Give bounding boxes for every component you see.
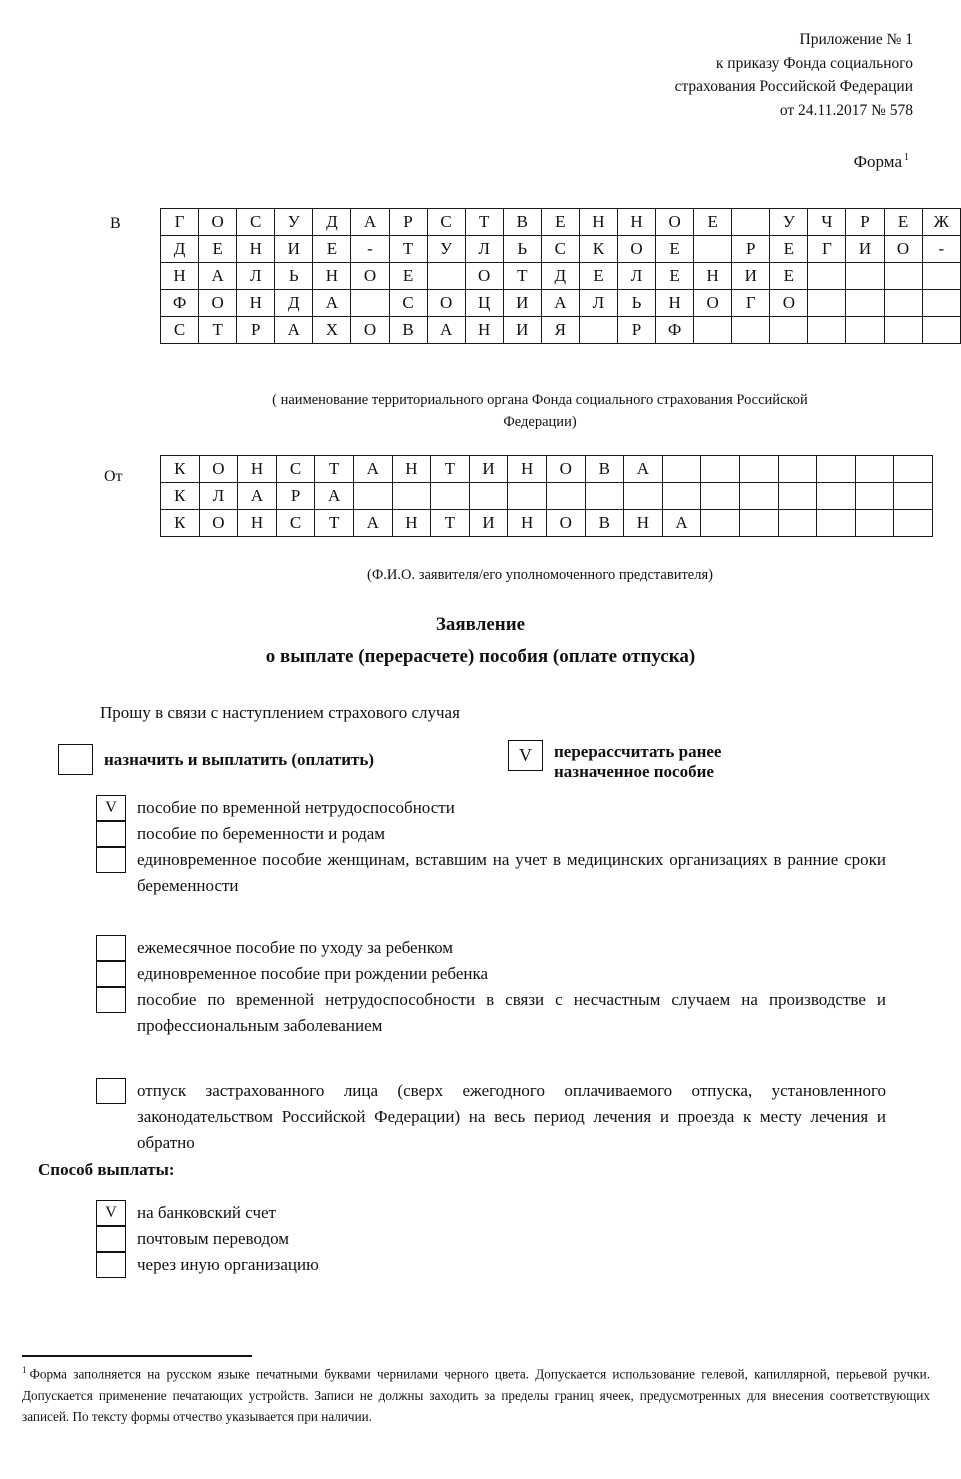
org-grid-cell[interactable]: С <box>237 209 275 236</box>
org-grid-cell[interactable]: К <box>579 236 617 263</box>
applicant-grid-cell[interactable] <box>778 483 817 510</box>
org-grid-cell[interactable]: Д <box>541 263 579 290</box>
org-grid-cell[interactable]: А <box>313 290 351 317</box>
header-line-3: страхования Российской Федерации <box>674 78 913 96</box>
org-grid-cell[interactable]: Д <box>161 236 199 263</box>
org-grid-cell[interactable]: Р <box>389 209 427 236</box>
org-caption-line-2: Федерации) <box>503 413 577 430</box>
applicant-grid-cell[interactable] <box>353 483 392 510</box>
org-grid-cell[interactable] <box>770 317 808 344</box>
benefit-g1-option-label: пособие по временной нетрудоспособности <box>137 798 455 817</box>
payment-option[interactable] <box>96 1200 886 1226</box>
org-grid-cell[interactable]: Л <box>465 236 503 263</box>
applicant-grid-cell[interactable]: А <box>353 456 392 483</box>
applicant-grid-cell[interactable]: О <box>546 456 585 483</box>
org-grid-cell[interactable]: Н <box>161 263 199 290</box>
org-grid-cell[interactable]: Г <box>732 290 770 317</box>
header-line-1: Приложение № 1 <box>799 31 913 48</box>
org-grid-cell[interactable] <box>694 236 732 263</box>
org-grid-cell[interactable] <box>922 290 960 317</box>
org-grid-cell[interactable]: Г <box>808 236 846 263</box>
benefit-g3-option-label: отпуск застрахованного лица (сверх ежегодного оплачиваемого отпуска, установленного законодательством Российской Федерации) на весь период лечения и проезда к месту лечения и обратно <box>137 1081 886 1152</box>
org-grid-cell[interactable]: В <box>503 209 541 236</box>
applicant-grid-cell[interactable]: А <box>238 483 277 510</box>
org-grid-cell[interactable]: Т <box>465 209 503 236</box>
applicant-grid-cell[interactable] <box>431 483 470 510</box>
applicant-grid-cell[interactable] <box>855 483 894 510</box>
org-grid-cell[interactable]: Ж <box>922 209 960 236</box>
benefit-group-2 <box>96 935 886 1039</box>
org-grid-cell[interactable]: О <box>199 209 237 236</box>
org-grid-cell[interactable]: Е <box>694 209 732 236</box>
org-grid-cell[interactable]: У <box>770 209 808 236</box>
org-grid-cell[interactable] <box>808 290 846 317</box>
org-grid-cell[interactable]: Р <box>732 236 770 263</box>
payment-option-label: через иную организацию <box>137 1255 319 1274</box>
applicant-grid-cell[interactable] <box>894 483 933 510</box>
org-grid-cell[interactable]: О <box>351 263 389 290</box>
org-grid-cell[interactable]: Т <box>503 263 541 290</box>
org-grid-cell[interactable]: О <box>351 317 389 344</box>
org-grid-cell[interactable]: А <box>541 290 579 317</box>
benefit-group-1 <box>96 795 886 899</box>
org-grid-cell[interactable]: Ф <box>656 317 694 344</box>
applicant-grid-cell[interactable]: В <box>585 510 624 537</box>
org-grid-cell[interactable] <box>846 317 884 344</box>
org-grid-cell[interactable]: Я <box>541 317 579 344</box>
org-grid-cell[interactable]: Ь <box>275 263 313 290</box>
org-grid-cell[interactable]: Д <box>313 209 351 236</box>
org-grid-cell[interactable]: Т <box>389 236 427 263</box>
org-grid-cell[interactable]: С <box>161 317 199 344</box>
applicant-grid-cell[interactable] <box>855 456 894 483</box>
applicant-grid-cell[interactable] <box>739 456 778 483</box>
applicant-grid-cell[interactable]: Н <box>624 510 663 537</box>
applicant-grid-cell[interactable]: В <box>585 456 624 483</box>
applicant-grid-cell[interactable]: О <box>199 456 238 483</box>
applicant-grid-cell[interactable] <box>585 483 624 510</box>
applicant-grid-label: От <box>104 468 123 485</box>
org-grid-cell[interactable]: С <box>389 290 427 317</box>
benefit-g2-option[interactable] <box>96 961 886 987</box>
org-grid-cell[interactable]: Н <box>237 236 275 263</box>
org-grid-cell[interactable]: С <box>541 236 579 263</box>
org-grid-cell[interactable] <box>884 290 922 317</box>
benefit-g2-option-checkbox[interactable] <box>96 987 126 1013</box>
payment-option-checkbox[interactable] <box>96 1252 126 1278</box>
benefit-g1-option-label: пособие по беременности и родам <box>137 824 386 843</box>
org-grid-cell[interactable] <box>846 290 884 317</box>
footnote <box>22 1363 930 1428</box>
org-grid-cell[interactable]: В <box>389 317 427 344</box>
org-grid-row <box>161 290 961 317</box>
applicant-grid-cell[interactable]: Н <box>392 456 431 483</box>
benefit-g2-option-label: ежемесячное пособие по уходу за ребенком <box>137 938 454 957</box>
org-grid-cell[interactable]: Л <box>617 263 655 290</box>
document-title-block <box>0 614 961 668</box>
applicant-grid-cell[interactable]: Н <box>392 510 431 537</box>
org-grid-cell[interactable]: О <box>770 290 808 317</box>
org-name-grid[interactable] <box>160 208 961 344</box>
applicant-grid-cell[interactable]: С <box>276 456 315 483</box>
payment-option-checkbox[interactable]: V <box>96 1200 126 1226</box>
org-grid-row <box>161 317 961 344</box>
org-grid-cell[interactable]: Л <box>237 263 275 290</box>
org-grid-cell[interactable]: О <box>465 263 503 290</box>
applicant-grid-cell[interactable]: О <box>199 510 238 537</box>
benefit-g2-option-label: пособие по временной нетрудоспособности в связи с несчастным случаем на производстве и профессиональным заболеванием <box>137 990 886 1035</box>
org-grid-cell[interactable]: Х <box>313 317 351 344</box>
org-grid-cell[interactable]: Р <box>846 209 884 236</box>
org-grid-cell[interactable]: Е <box>389 263 427 290</box>
org-grid-cell[interactable]: Е <box>656 263 694 290</box>
org-grid-cell[interactable]: А <box>199 263 237 290</box>
org-grid-cell[interactable]: Е <box>884 209 922 236</box>
org-grid-body <box>161 209 961 344</box>
footnote-marker: 1 <box>22 1365 27 1375</box>
org-grid-cell[interactable] <box>846 263 884 290</box>
action-assign-checkbox[interactable] <box>58 744 93 775</box>
applicant-grid-cell[interactable]: Н <box>238 510 277 537</box>
org-grid-cell[interactable]: И <box>846 236 884 263</box>
applicant-grid-cell[interactable] <box>701 510 740 537</box>
intro-text: Прошу в связи с наступлением страхового случая <box>100 703 460 722</box>
org-grid-cell[interactable]: Р <box>237 317 275 344</box>
org-grid-cell[interactable]: Е <box>770 236 808 263</box>
org-grid-cell[interactable] <box>884 263 922 290</box>
org-grid-cell[interactable]: А <box>351 209 389 236</box>
applicant-grid-cell[interactable]: К <box>161 510 200 537</box>
applicant-grid-cell[interactable]: А <box>315 483 354 510</box>
applicant-grid-cell[interactable]: К <box>161 456 200 483</box>
document-header <box>513 28 913 122</box>
applicant-grid-cell[interactable] <box>778 510 817 537</box>
header-line-2: к приказу Фонда социального <box>715 54 913 72</box>
org-grid-cell[interactable]: О <box>427 290 465 317</box>
applicant-grid-body <box>161 456 933 537</box>
org-grid-cell[interactable]: О <box>656 209 694 236</box>
org-grid-cell[interactable]: О <box>199 290 237 317</box>
applicant-grid-cell[interactable]: Р <box>276 483 315 510</box>
org-grid-label: В <box>110 215 121 232</box>
org-grid-cell[interactable]: Н <box>465 317 503 344</box>
applicant-grid-cell[interactable]: К <box>161 483 200 510</box>
org-grid-cell[interactable]: Н <box>579 209 617 236</box>
applicant-grid-cell[interactable]: А <box>624 456 663 483</box>
applicant-grid-cell[interactable]: И <box>469 456 508 483</box>
action-recalculate[interactable] <box>508 740 794 783</box>
benefit-g1-option[interactable] <box>96 795 886 821</box>
payment-option-label: на банковский счет <box>137 1203 276 1222</box>
org-grid-cell[interactable]: У <box>275 209 313 236</box>
org-grid-cell[interactable]: О <box>694 290 732 317</box>
org-grid-cell[interactable]: Н <box>617 209 655 236</box>
org-grid-cell[interactable] <box>732 209 770 236</box>
applicant-grid-cell[interactable] <box>855 510 894 537</box>
applicant-grid-cell[interactable] <box>778 456 817 483</box>
benefit-g1-option-checkbox[interactable] <box>96 821 126 847</box>
org-grid-cell[interactable]: Е <box>770 263 808 290</box>
applicant-grid-cell[interactable] <box>508 483 547 510</box>
org-grid-cell[interactable]: Н <box>237 290 275 317</box>
benefit-g3-option-checkbox[interactable] <box>96 1078 126 1104</box>
org-grid-cell[interactable]: Н <box>656 290 694 317</box>
org-grid-cell[interactable]: Р <box>617 317 655 344</box>
org-grid-cell[interactable] <box>351 290 389 317</box>
org-grid-cell[interactable]: Т <box>199 317 237 344</box>
applicant-grid-cell[interactable]: Т <box>315 456 354 483</box>
action-row <box>58 740 918 790</box>
applicant-grid-cell[interactable]: И <box>469 510 508 537</box>
org-grid-cell[interactable]: Е <box>313 236 351 263</box>
header-line-4: от 24.11.2017 № 578 <box>779 101 913 119</box>
benefit-g2-option-checkbox[interactable] <box>96 961 126 987</box>
applicant-grid-caption: (Ф.И.О. заявителя/его уполномоченного представителя) <box>367 567 713 583</box>
org-grid-cell[interactable]: - <box>351 236 389 263</box>
benefit-g1-option[interactable] <box>96 821 886 847</box>
org-grid-cell[interactable]: И <box>275 236 313 263</box>
org-grid-cell[interactable]: И <box>503 290 541 317</box>
org-grid-cell[interactable]: А <box>427 317 465 344</box>
form-label-text: Форма <box>853 152 902 171</box>
applicant-grid-cell[interactable] <box>701 483 740 510</box>
org-grid-cell[interactable]: О <box>884 236 922 263</box>
benefit-group-3 <box>96 1078 886 1156</box>
org-grid-cell[interactable]: Д <box>275 290 313 317</box>
action-recalculate-label: перерассчитать ранее назначенное пособие <box>554 742 722 782</box>
applicant-grid-cell[interactable] <box>739 483 778 510</box>
benefit-g2-option-checkbox[interactable] <box>96 935 126 961</box>
document-subtitle: о выплате (перерасчете) пособия (оплате отпуска) <box>265 646 696 667</box>
benefit-g2-option-label: единовременное пособие при рождении ребенка <box>137 964 489 983</box>
applicant-grid-cell[interactable]: Н <box>508 510 547 537</box>
org-grid-row <box>161 209 961 236</box>
org-grid-cell[interactable] <box>922 317 960 344</box>
org-caption-line-1: ( наименование территориального органа Фонда социального страхования Российской <box>272 392 808 408</box>
applicant-grid-cell[interactable] <box>894 456 933 483</box>
org-grid-cell[interactable]: Г <box>161 209 199 236</box>
benefit-g1-option[interactable] <box>96 847 886 899</box>
org-grid-cell[interactable]: Е <box>199 236 237 263</box>
applicant-grid-cell[interactable] <box>469 483 508 510</box>
payment-option-label: почтовым переводом <box>137 1229 290 1248</box>
applicant-grid-row <box>161 483 933 510</box>
payment-option[interactable] <box>96 1252 886 1278</box>
org-grid-cell[interactable]: Н <box>313 263 351 290</box>
org-grid-cell[interactable] <box>808 317 846 344</box>
applicant-grid-cell[interactable] <box>624 483 663 510</box>
org-grid-cell[interactable] <box>579 317 617 344</box>
applicant-grid-cell[interactable]: Т <box>315 510 354 537</box>
benefit-g2-option[interactable] <box>96 935 886 961</box>
applicant-grid-cell[interactable]: О <box>546 510 585 537</box>
applicant-grid-cell[interactable]: Т <box>431 456 470 483</box>
applicant-grid-cell[interactable]: Н <box>508 456 547 483</box>
org-grid-cell[interactable]: Ч <box>808 209 846 236</box>
org-grid-cell[interactable]: Е <box>656 236 694 263</box>
action-recalculate-checkbox[interactable]: V <box>508 740 543 771</box>
form-label <box>854 152 909 172</box>
org-grid-row <box>161 263 961 290</box>
org-grid-cell[interactable]: - <box>922 236 960 263</box>
org-grid-cell[interactable] <box>922 263 960 290</box>
payment-option-checkbox[interactable] <box>96 1226 126 1252</box>
applicant-grid-cell[interactable]: С <box>276 510 315 537</box>
org-grid-cell[interactable]: У <box>427 236 465 263</box>
org-grid-cell[interactable]: Е <box>579 263 617 290</box>
org-grid-cell[interactable] <box>427 263 465 290</box>
org-grid-row <box>161 236 961 263</box>
payment-option[interactable] <box>96 1226 886 1252</box>
applicant-grid-row <box>161 510 933 537</box>
benefit-g2-option[interactable] <box>96 987 886 1039</box>
org-grid-cell[interactable]: Ь <box>617 290 655 317</box>
benefit-g1-option-checkbox[interactable]: V <box>96 795 126 821</box>
org-grid-cell[interactable]: И <box>732 263 770 290</box>
applicant-grid-cell[interactable]: Н <box>238 456 277 483</box>
org-grid-cell[interactable]: С <box>427 209 465 236</box>
org-grid-cell[interactable]: А <box>275 317 313 344</box>
org-grid-cell[interactable]: И <box>503 317 541 344</box>
org-grid-cell[interactable]: О <box>617 236 655 263</box>
org-grid-cell[interactable]: Л <box>579 290 617 317</box>
applicant-grid-cell[interactable] <box>817 510 856 537</box>
applicant-grid-cell[interactable] <box>817 483 856 510</box>
org-grid-cell[interactable]: Е <box>541 209 579 236</box>
footnote-text: Форма заполняется на русском языке печатными буквами чернилами черного цвета. Допускается использование гелевой, капиллярной, перьевой ручки. Допускается применение печатающих устройств. Записи не должны заходить за пределы границ ячеек, предусмотренных для внесения соответствующих записей. По тексту формы отчество указывается при наличии. <box>22 1366 930 1425</box>
applicant-grid-cell[interactable] <box>739 510 778 537</box>
org-grid-cell[interactable] <box>732 317 770 344</box>
form-footnote-marker: 1 <box>904 152 909 164</box>
applicant-grid-cell[interactable] <box>701 456 740 483</box>
applicant-grid-cell[interactable] <box>392 483 431 510</box>
benefit-g3-option[interactable] <box>96 1078 886 1156</box>
document-title: Заявление <box>435 614 526 635</box>
org-grid-cell[interactable]: Ь <box>503 236 541 263</box>
benefit-g1-option-checkbox[interactable] <box>96 847 126 873</box>
applicant-grid-cell[interactable] <box>662 483 701 510</box>
payment-method-options <box>96 1200 886 1278</box>
action-assign-label: назначить и выплатить (оплатить) <box>104 750 375 769</box>
action-assign[interactable] <box>58 744 374 775</box>
applicant-grid-cell[interactable] <box>662 456 701 483</box>
applicant-grid-cell[interactable]: А <box>662 510 701 537</box>
applicant-grid-cell[interactable]: А <box>353 510 392 537</box>
org-grid-caption <box>155 390 925 434</box>
org-grid-cell[interactable]: Ц <box>465 290 503 317</box>
org-grid-cell[interactable]: Н <box>694 263 732 290</box>
org-grid-cell[interactable] <box>884 317 922 344</box>
footnote-divider <box>22 1355 252 1357</box>
applicant-grid-cell[interactable] <box>546 483 585 510</box>
applicant-grid-cell[interactable]: Л <box>199 483 238 510</box>
org-grid-cell[interactable] <box>694 317 732 344</box>
org-grid-cell[interactable] <box>808 263 846 290</box>
applicant-grid-cell[interactable]: Т <box>431 510 470 537</box>
applicant-grid-cell[interactable] <box>894 510 933 537</box>
applicant-name-grid[interactable] <box>160 455 933 537</box>
payment-method-heading: Способ выплаты: <box>38 1160 175 1179</box>
benefit-g1-option-label: единовременное пособие женщинам, вставшим на учет в медицинских организациях в ранние сроки беременности <box>137 850 886 895</box>
applicant-grid-cell[interactable] <box>817 456 856 483</box>
applicant-grid-row <box>161 456 933 483</box>
org-grid-cell[interactable]: Ф <box>161 290 199 317</box>
